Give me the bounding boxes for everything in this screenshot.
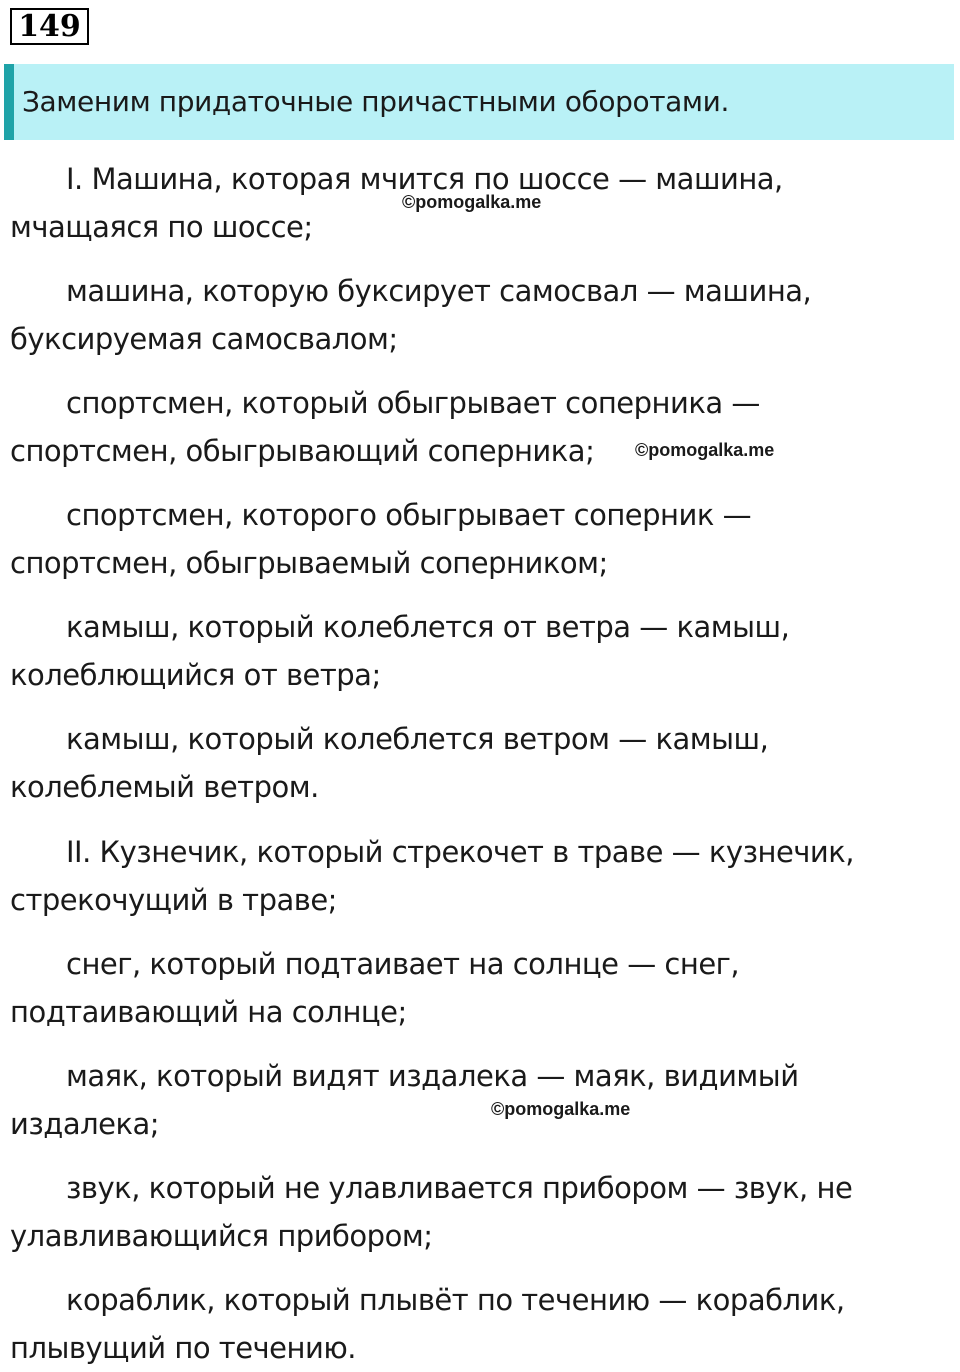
- pair-line-2: колеблющийся от ветра;: [10, 658, 381, 692]
- pair-line-2: спортсмен, обыгрывающий соперника;: [10, 434, 595, 468]
- pair-line-1: II. Кузнечик, который стрекочет в траве — кузнечик,: [66, 835, 855, 869]
- answer-pair-9: [10, 1052, 940, 1148]
- answer-pair-8: [10, 940, 940, 1036]
- pair-line-2: подтаивающий на солнце;: [10, 995, 407, 1029]
- pair-line-2: буксируемая самосвалом;: [10, 322, 398, 356]
- pair-line-2: плывущий по течению.: [10, 1331, 356, 1365]
- pair-line-1: спортсмен, который обыгрывает соперника —: [66, 386, 760, 420]
- answer-pair-6: [10, 715, 940, 811]
- answer-pair-5: [10, 603, 940, 699]
- pair-line-2: мчащаяся по шоссе;: [10, 210, 313, 244]
- pair-line-1: снег, который подтаивает на солнце — снег,: [66, 947, 740, 981]
- pair-line-1: кораблик, который плывёт по течению — кораблик,: [66, 1283, 845, 1317]
- pair-line-1: машина, которую буксирует самосвал — машина,: [66, 274, 812, 308]
- watermark: ©pomogalka.me: [635, 440, 775, 460]
- pair-line-1: маяк, который видят издалека — маяк, видимый: [66, 1059, 799, 1093]
- pair-line-2: колеблемый ветром.: [10, 770, 319, 804]
- answer-pair-4: [10, 491, 940, 587]
- watermark: ©pomogalka.me: [491, 1099, 631, 1119]
- pair-line-2: издалека;: [10, 1107, 160, 1141]
- pair-line-2: улавливающийся прибором;: [10, 1219, 433, 1253]
- pair-line-1: спортсмен, которого обыгрывает соперник —: [66, 498, 752, 532]
- watermark: ©pomogalka.me: [402, 192, 542, 212]
- pair-line-2: стрекочущий в траве;: [10, 883, 337, 917]
- pair-line-1: камыш, который колеблется от ветра — камыш,: [66, 610, 790, 644]
- pair-line-1: I. Машина, которая мчится по шоссе — машина,: [66, 162, 783, 196]
- answer-pair-11: [10, 1276, 940, 1372]
- instruction-banner: Заменим придаточные причастными оборотами.: [4, 64, 954, 140]
- answer-pair-7: [10, 828, 940, 924]
- answer-pair-10: [10, 1164, 940, 1260]
- answer-pair-3: [10, 379, 940, 475]
- pair-line-2: спортсмен, обыгрываемый соперником;: [10, 546, 608, 580]
- task-number: 149: [10, 8, 89, 45]
- pair-line-1: звук, который не улавливается прибором — звук, не: [66, 1171, 853, 1205]
- answer-pair-2: [10, 267, 940, 363]
- pair-line-1: камыш, который колеблется ветром — камыш,: [66, 722, 769, 756]
